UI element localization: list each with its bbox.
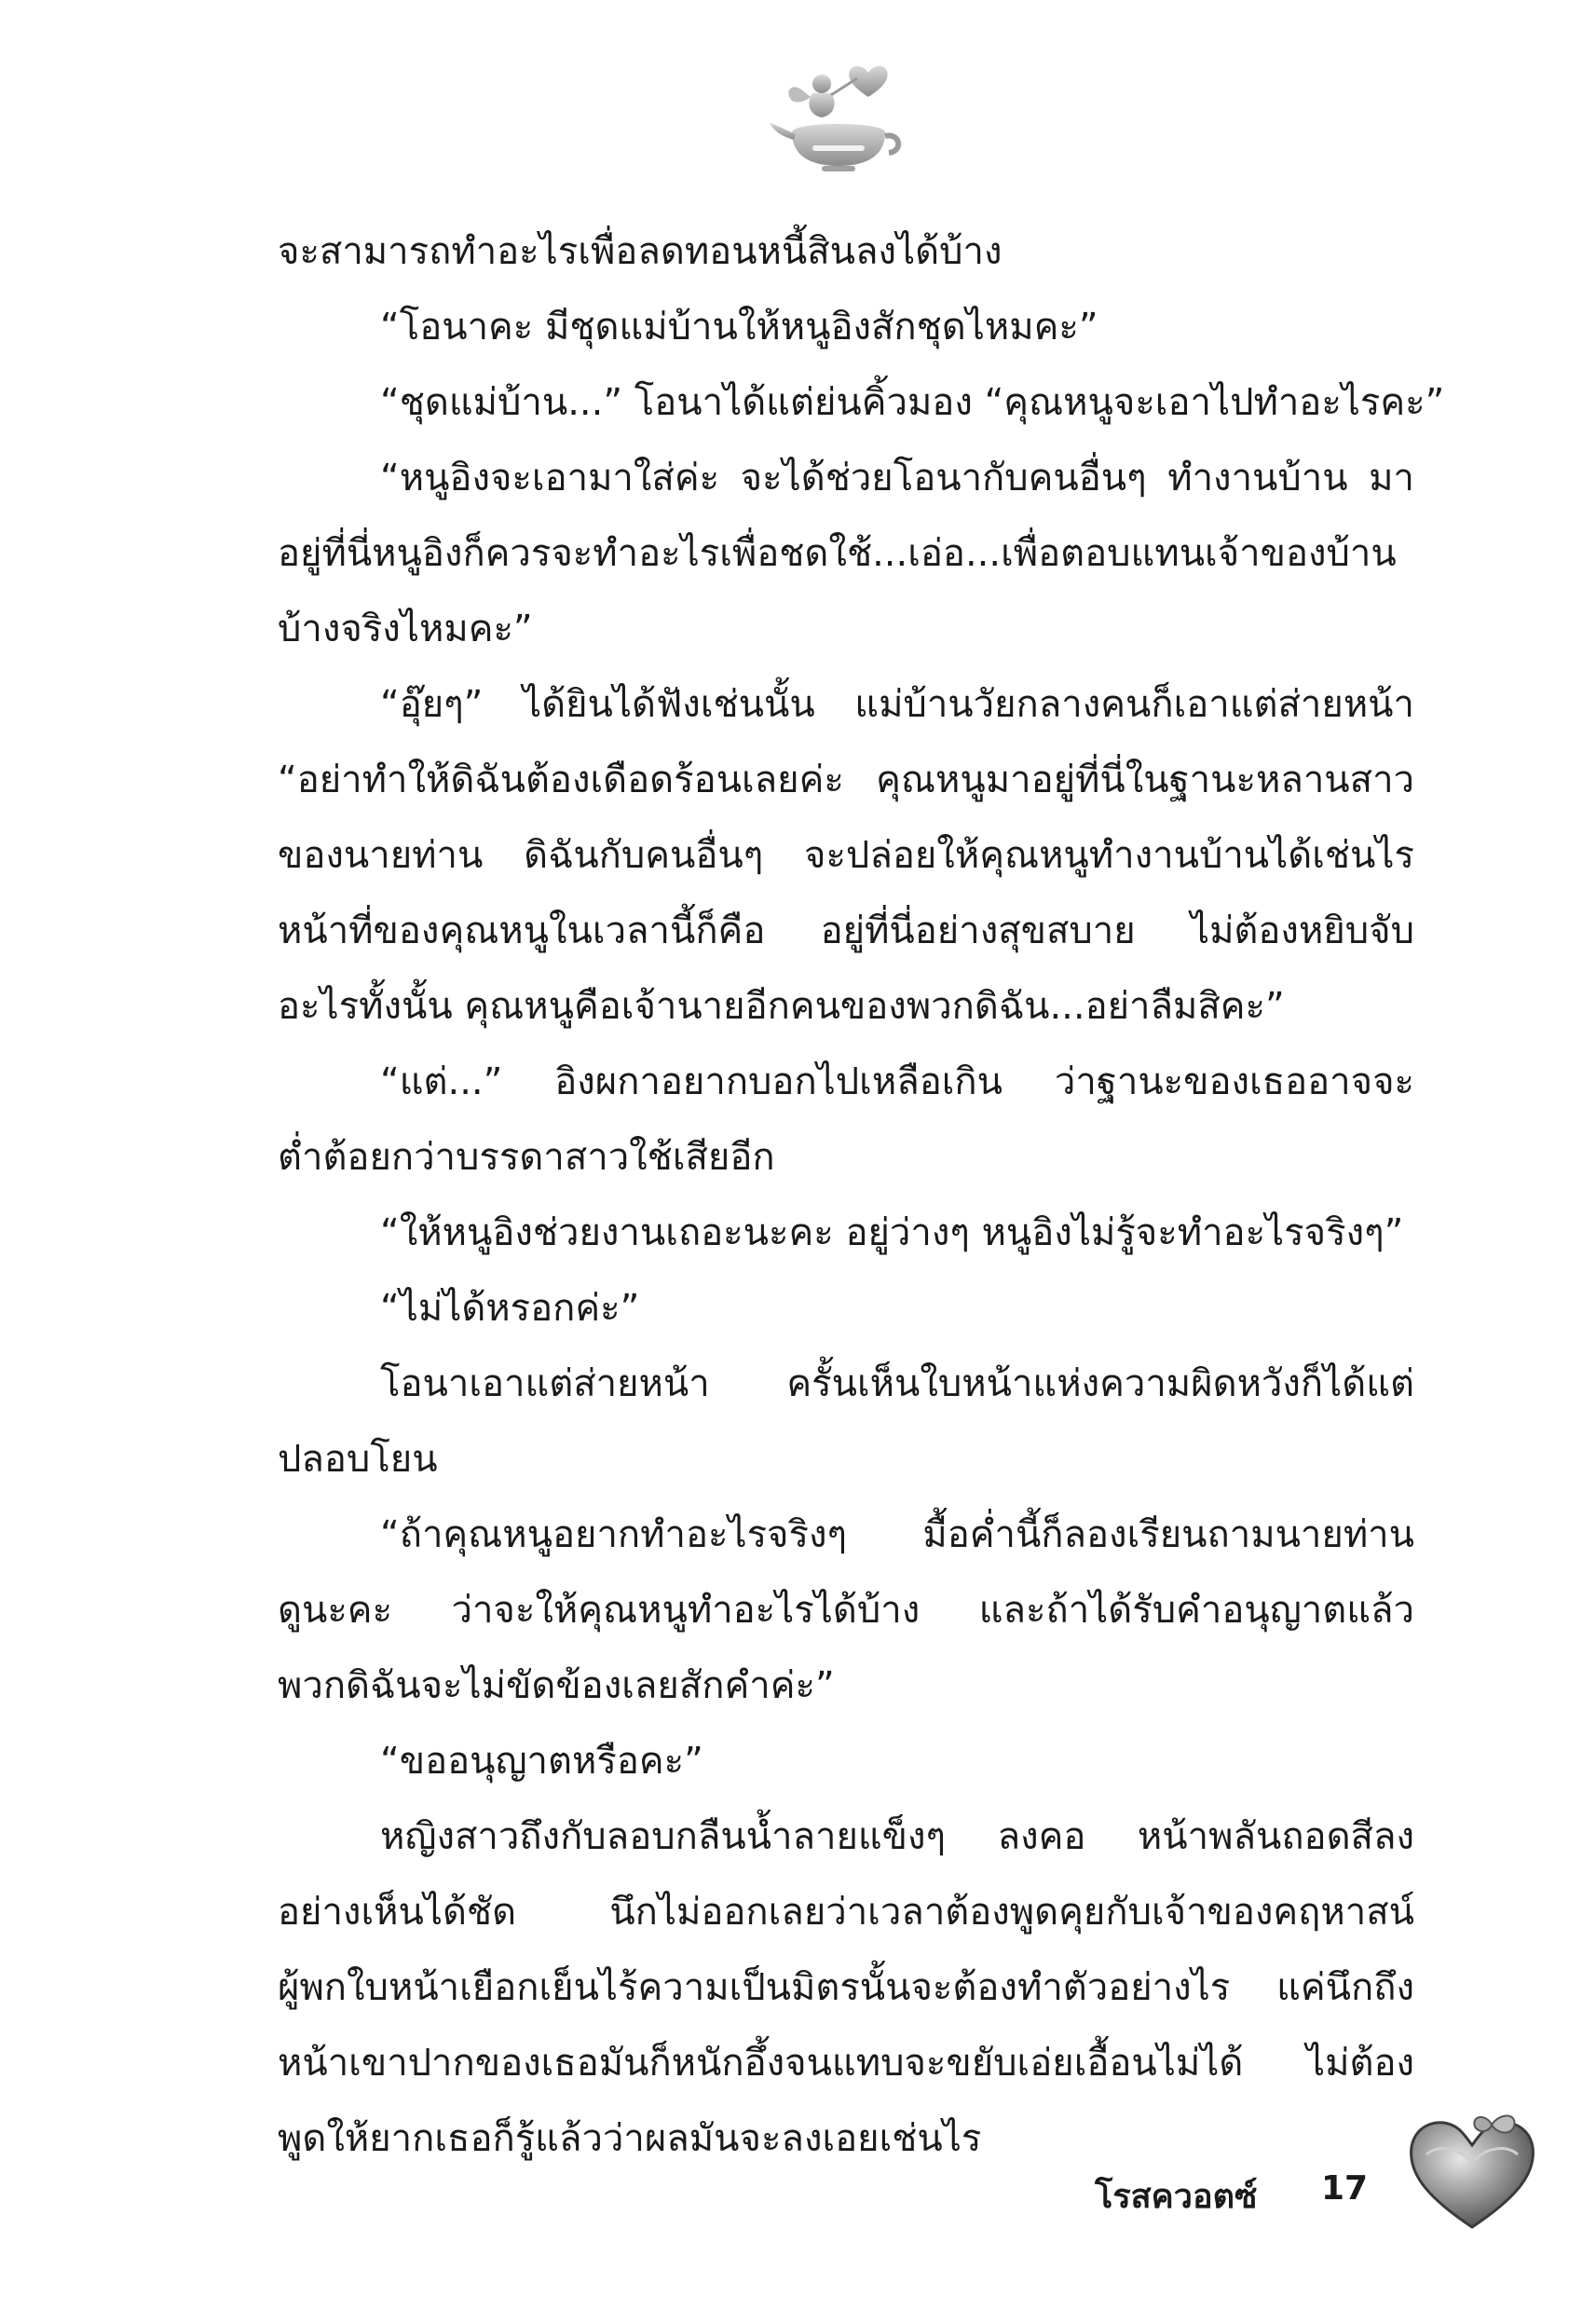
paragraph [278, 290, 1414, 365]
text-line: ของนายท่าน ดิฉันกับคนอื่นๆ จะปล่อยให้คุณหนูทำงานบ้านได้เช่นไร [278, 834, 1414, 877]
footer-book-title: โรสควอตซ์ [1095, 2178, 1258, 2216]
text-line: อยู่ที่นี่หนูอิงก็ควรจะทำอะไรเพื่อชดใช้...เอ่อ...เพื่อตอบแทนเจ้าของบ้าน [278, 532, 1397, 575]
paragraph [278, 1045, 1414, 1196]
text-line: พวกดิฉันจะไม่ขัดข้องเลยสักคำค่ะ” [278, 1664, 835, 1707]
text-line: “แต่...” อิงผกาอยากบอกไปเหลือเกิน ว่าฐานะของเธออาจจะ [380, 1060, 1414, 1103]
text-line: “ไม่ได้หรอกค่ะ” [380, 1287, 640, 1330]
text-line: ปลอบโยน [278, 1438, 438, 1481]
text-line: หญิงสาวถึงกับลอบกลืนน้ำลายแข็งๆ ลงคอ หน้าพลันถอดสีลง [380, 1815, 1414, 1858]
text-line: “ให้หนูอิงช่วยงานเถอะนะคะ อยู่ว่างๆ หนูอิงไม่รู้จะทำอะไรจริงๆ” [380, 1211, 1404, 1254]
text-line: ต่ำต้อยกว่าบรรดาสาวใช้เสียอีก [278, 1136, 775, 1179]
text-line: บ้างจริงไหมคะ” [278, 608, 533, 650]
text-line: จะสามารถทำอะไรเพื่อลดทอนหนี้สินลงได้บ้าง [278, 230, 1003, 273]
text-line: ดูนะคะ ว่าจะให้คุณหนูทำอะไรได้บ้าง และถ้าได้รับคำอนุญาตแล้ว [278, 1589, 1414, 1632]
heart-gift-box-icon [1402, 2097, 1542, 2236]
paragraph [278, 441, 1414, 667]
page-number: 17 [1321, 2169, 1369, 2208]
paragraph [278, 1799, 1414, 2177]
text-line: โอนาเอาแต่ส่ายหน้า ครั้นเห็นใบหน้าแห่งความผิดหวังก็ได้แต่ [380, 1362, 1414, 1405]
text-line: “ถ้าคุณหนูอยากทำอะไรจริงๆ มื้อค่ำนี้ก็ลองเรียนถามนายท่าน [380, 1513, 1414, 1556]
paragraph [278, 214, 1414, 290]
text-line: พูดให้ยากเธอก็รู้แล้วว่าผลมันจะลงเอยเช่นไร [278, 2117, 982, 2160]
paragraph [278, 365, 1445, 441]
text-line: หน้าที่ของคุณหนูในเวลานี้ก็คือ อยู่ที่นี่อย่างสุขสบาย ไม่ต้องหยิบจับ [278, 909, 1414, 952]
text-line: อะไรทั้งนั้น คุณหนูคือเจ้านายอีกคนของพวกดิฉัน...อย่าลืมสิคะ” [278, 985, 1285, 1028]
paragraph [278, 1347, 1414, 1497]
text-line: “อุ๊ยๆ” ได้ยินได้ฟังเช่นนั้น แม่บ้านวัยกลางคนก็เอาแต่ส่ายหน้า [380, 683, 1414, 726]
paragraph [278, 1196, 1414, 1271]
body-text [278, 214, 1445, 2177]
paragraph [278, 1724, 1414, 1799]
text-line: “โอนาคะ มีชุดแม่บ้านให้หนูอิงสักชุดไหมคะ” [380, 306, 1098, 349]
text-line: “ชุดแม่บ้าน...” โอนาได้แต่ย่นคิ้วมอง “คุณหนูจะเอาไปทำอะไรคะ” [380, 381, 1445, 424]
paragraph [278, 667, 1414, 1045]
text-line: “อย่าทำให้ดิฉันต้องเดือดร้อนเลยค่ะ คุณหนูมาอยู่ที่นี่ในฐานะหลานสาว [278, 759, 1414, 801]
paragraph [278, 1497, 1414, 1724]
text-line: ผู้พกใบหน้าเยือกเย็นไร้ความเป็นมิตรนั้นจะต้องทำตัวอย่างไร แค่นึกถึง [278, 1966, 1414, 2009]
text-line: “หนูอิงจะเอามาใส่ค่ะ จะได้ช่วยโอนากับคนอื่นๆ ทำงานบ้าน มา [380, 457, 1414, 499]
text-line: อย่างเห็นได้ชัด นึกไม่ออกเลยว่าเวลาต้องพูดคุยกับเจ้าของคฤหาสน์ [278, 1891, 1414, 1934]
text-line: “ขออนุญาตหรือคะ” [380, 1740, 703, 1783]
teapot-cupid-ornament-icon [764, 56, 913, 177]
text-line: หน้าเขาปากของเธอมันก็หนักอึ้งจนแทบจะขยับเอ่ยเอื้อนไม่ได้ ไม่ต้อง [278, 2042, 1414, 2085]
paragraph [278, 1271, 1414, 1347]
